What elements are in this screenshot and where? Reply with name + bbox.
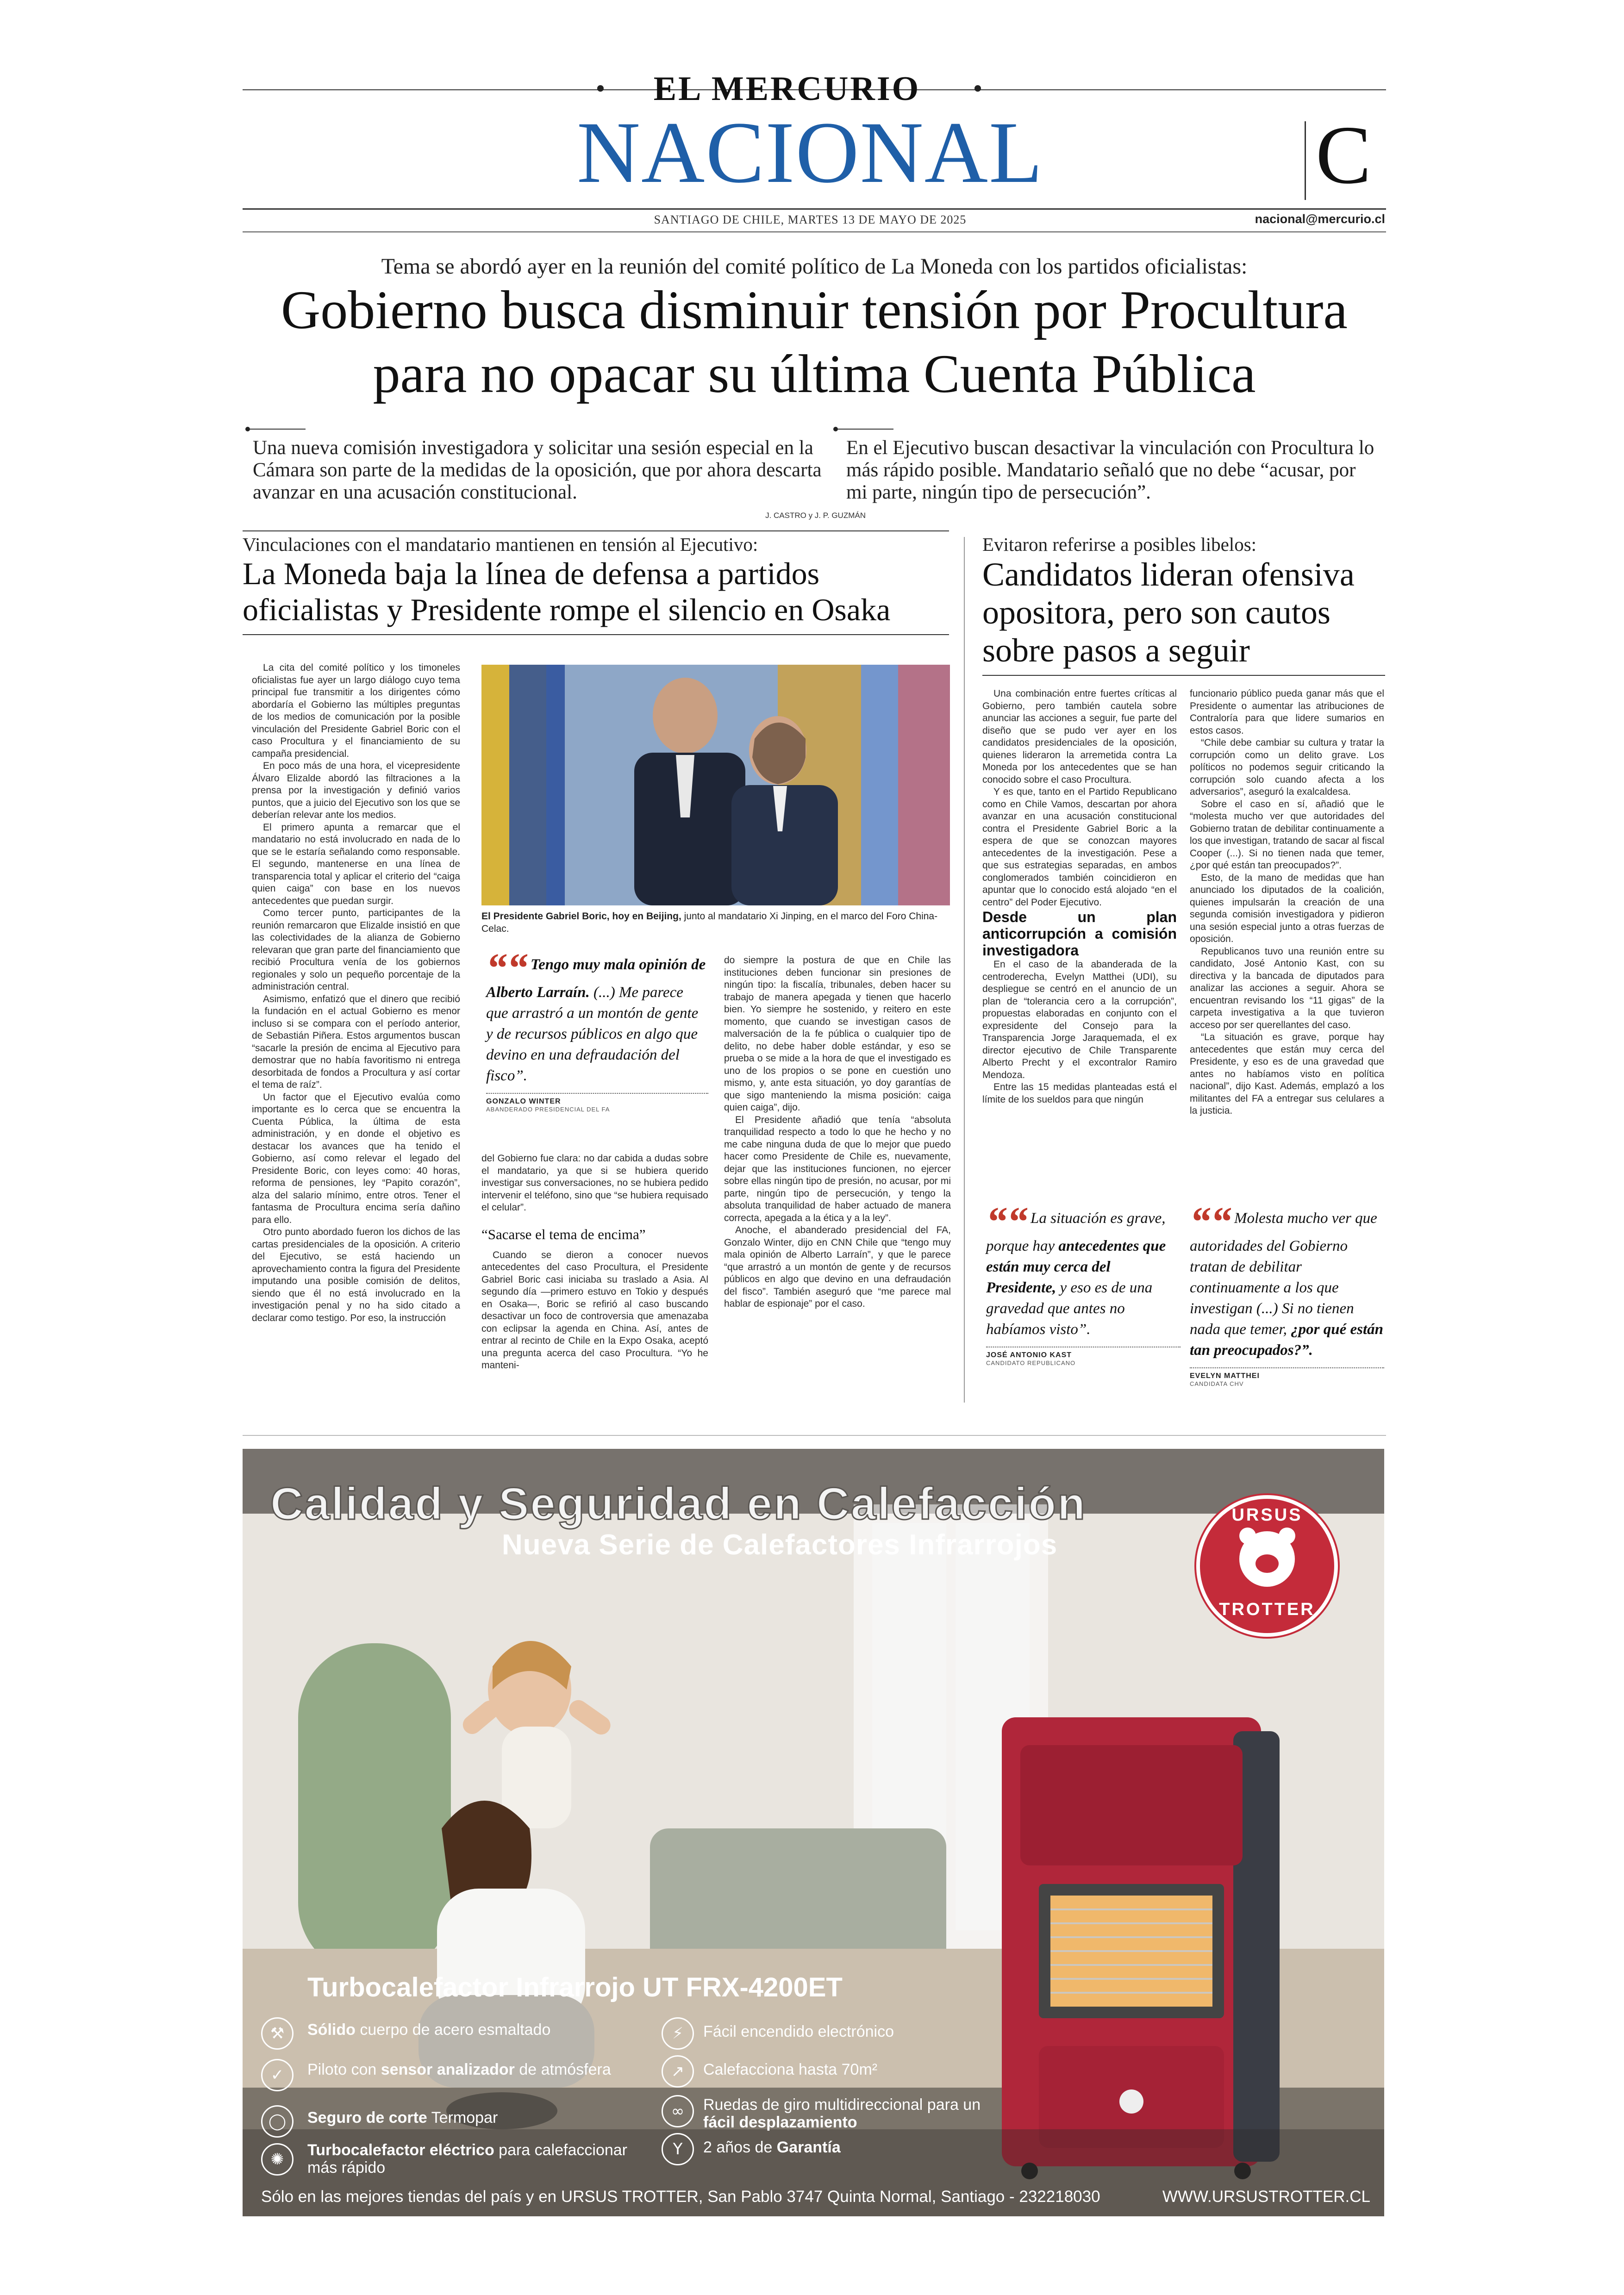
left-article-kicker: Vinculaciones con el mandatario mantienen en tensión al Ejecutivo:	[243, 534, 758, 555]
ad-top-rule	[243, 1435, 1386, 1436]
quote-bold: ¿por qué están tan preocupados?”.	[1190, 1321, 1383, 1359]
article-divider	[964, 537, 965, 1403]
feature-left-4	[307, 2141, 641, 2177]
right-article-column-1	[982, 688, 1177, 1229]
fan-icon: ✺	[261, 2143, 294, 2176]
area-icon: ↗	[662, 2055, 694, 2088]
feature-pre: Piloto con	[307, 2061, 381, 2078]
paragraph: La cita del comité político y los timoneles oficialistas fue ayer un largo diálogo cuyo tema principal fue transmitir a los dirigentes cómo abordaría el Gobierno las múltiples preguntas de los medios de comunicación por la posible vinculación del Presidente Gabriel Boric con el caso Procultura y el financiamiento de su campaña presidencial.	[252, 662, 460, 759]
left-article-top-rule	[243, 530, 949, 531]
quote-attribution-role: ABANDERADO PRESIDENCIAL DEL FA	[486, 1106, 610, 1113]
pull-quote-matthei	[1190, 1199, 1384, 1387]
paragraph: do siempre la postura de que en Chile las instituciones deben funcionar sin presiones de ningún tipo: la fiscalía, tribunales, deben hacer su trabajo de manera apegada y tienen que hacerlo bien. Yo siempre he sostenido, y reitero en este momento, que cuando se investigan casos de malversación de la fe pública o cualquier tipo de delito, no debe haber doble estándar, y eso se prueba o se mide a la hora de que el investigado es uno de los propios o se pone en cuestión uno mismo, y, ante esta situación, yo doy garantías de que sigo manteniendo la misma posición: caiga quien caiga”, dijo.	[724, 955, 951, 1113]
paragraph: Anoche, el abanderado presidencial del FA, Gonzalo Winter, dijo en CNN Chile que “tengo muy mala opinión de Alberto Larraín”, y que le parece “que arrastró a un montón de gente y de recursos públicos en algo que devino en una defraudación del fisco”. También aseguró que “me parece mal hablar de espionaje” por el caso.	[724, 1225, 951, 1309]
lead-headline-line2: para no opacar su última Cuenta Pública	[373, 343, 1256, 404]
right-article-headline-3: sobre pasos a seguir	[982, 632, 1250, 669]
photo-caption-rest: junto al mandatario Xi Jinping, en el marco del Foro China-Celac.	[481, 911, 938, 934]
quote-open-icon: ““	[986, 1199, 1028, 1245]
news-photo	[481, 665, 950, 905]
feature-bold: Sólido	[307, 2021, 356, 2039]
feature-bold: Garantía	[776, 2139, 841, 2156]
feature-bold: Turbocalefactor eléctrico	[307, 2141, 494, 2159]
quote-bold: Tengo muy mala opinión de Alberto Larraín.	[486, 956, 706, 1001]
logo-brand-top: URSUS	[1231, 1505, 1303, 1525]
feature-left-1	[307, 2021, 641, 2039]
lead-kicker: Tema se abordó ayer en la reunión del comité político de La Moneda con los partidos oficialistas:	[381, 254, 1248, 279]
dateline-rule	[243, 231, 1386, 232]
left-article-column-1	[252, 662, 460, 1403]
left-article-headline-2: oficialistas y Presidente rompe el silencio en Osaka	[243, 592, 891, 627]
quote-attribution-role: CANDIDATO REPUBLICANO	[986, 1360, 1076, 1366]
feature-left-3	[307, 2109, 641, 2127]
ad-footer-address: Sólo en las mejores tiendas del país y en URSUS TROTTER, San Pablo 3747 Quinta Normal, Santiago - 232218030	[261, 2188, 1100, 2206]
quote-rest: (...) Me parece que arrastró a un montón de gente y de recursos públicos en algo que devino en una defraudación del fisco”.	[486, 984, 699, 1084]
lead-deck-right: En el Ejecutivo buscan desactivar la vinculación con Procultura lo más rápido posible. Mandatario señaló que no debe “acusar, por mi parte, ningún tipo de persecución”.	[846, 437, 1374, 503]
photo-illustration	[481, 665, 950, 905]
dateline: SANTIAGO DE CHILE, MARTES 13 DE MAYO DE 2025	[654, 213, 967, 226]
quote-open-icon: ““	[1190, 1199, 1231, 1245]
paragraph: Esto, de la mano de medidas que han anunciado los diputados de la coalición, quienes impulsarán la creación de una segunda comisión investigadora y pidieron una sesión especial junto a otras fuerzas de oposición.	[1190, 872, 1384, 944]
left-headline-bottom-rule	[243, 634, 949, 635]
quote-open-icon: ““	[486, 945, 528, 991]
lightning-icon: ⚡	[662, 2017, 694, 2050]
ursus-trotter-logo	[1196, 1495, 1338, 1637]
feature-rest: de atmósfera	[514, 2061, 611, 2078]
right-article-headline-1: Candidatos lideran ofensiva	[982, 556, 1355, 593]
paragraph: Cuando se dieron a conocer nuevos antecedentes del caso Procultura, el Presidente Gabriel Boric casi iniciaba su traslado a Asia. Al segundo día —primero estuvo en Tokio y después en Osaka—, Boric se refirió al caso buscando desactivar un foco de controversia que amenazaba con eclipsar la agenda en China. Así, antes de entrar al recinto de Chile en la Expo Osaka, aceptó una pregunta acerca del caso Procultura. “Yo he manteni-	[481, 1249, 708, 1371]
heater-advertisement	[243, 1449, 1384, 2216]
masthead-bullet-right	[974, 85, 981, 92]
deck-right-rule	[838, 429, 893, 430]
quote-attribution-role: CANDIDATA CHV	[1190, 1380, 1244, 1387]
section-email[interactable]: nacional@mercurio.cl	[1255, 212, 1385, 226]
feature-rest: Termopar	[427, 2109, 498, 2127]
ad-title: Calidad y Seguridad en Calefacción	[270, 1478, 1087, 1529]
feature-right-3	[703, 2096, 990, 2131]
feature-right-4	[703, 2139, 990, 2156]
paragraph: En el caso de la abanderada de la centroderecha, Evelyn Matthei (UDI), su despliegue se centró en el anuncio de un plan de “tolerancia cero a la corrupción”, propuestas elaboradas en conjunto con el expresidente del Consejo para la Transparencia Jorge Jaraquemada, el ex director ejecutivo de Chile Transparente Alberto Precht y el excontralor Ramiro Mendoza.	[982, 959, 1177, 1080]
paragraph: Y es que, tanto en el Partido Republicano como en Chile Vamos, descartan por ahora avanzar en una acusación constitucional contra el Presidente Gabriel Boric a la espera de que se conozcan mayores antecedentes de la investigación. Pese a que sus estrategias separadas, en ambos conglomerados también coincidieron en apuntar que lo conocido está alojado “en el centro” del Poder Ejecutivo.	[982, 786, 1177, 908]
subhead-sacarse: “Sacarse el tema de encima”	[481, 1226, 646, 1242]
quote-bold: antecedentes que están muy cerca del Presidente,	[986, 1238, 1166, 1296]
deck-left-rule	[250, 429, 306, 430]
quote-attribution-name: EVELYN MATTHEI	[1190, 1372, 1260, 1380]
subhead-plan-anticorrupcion: Desde un plan anticorrupción a comisión investigadora	[982, 909, 1177, 959]
quote-text-b: y eso es de una gravedad que antes no habíamos visto”.	[986, 1279, 1153, 1338]
check-circle-icon: ✓	[261, 2059, 294, 2091]
pull-quote-kast	[986, 1199, 1181, 1366]
warranty-icon: Y	[662, 2133, 694, 2165]
masthead-bottom-rule	[243, 208, 1386, 210]
paragraph: En poco más de una hora, el vicepresidente Álvaro Elizalde abordó las filtraciones a la prensa por la investigación y definió varios puntos, que a juicio del Ejecutivo son los que se deberían relevar ante los medios.	[252, 761, 460, 820]
right-article-column-2	[1190, 688, 1384, 1229]
feature-rest: para calefaccionar más rápido	[307, 2141, 627, 2177]
paragraph: Un factor que el Ejecutivo evalúa como importante es lo cerca que se encuentra la Cuenta Pública, la última de esta administración, y en donde el objetivo es destacar los avances que ha tenido el Gobierno, así como relevar el legado del Presidente Boric, con leyes como: 40 horas, reforma de pensiones, ley “Papito corazón”, alza del salario mínimo, entre otros. Tener el fantasma de Procultura encima sería dañino para ello.	[252, 1091, 460, 1225]
feature-bold: Seguro de corte	[307, 2109, 427, 2127]
paragraph: Otro punto abordado fueron los dichos de las cartas presidenciales de la oposición. A criterio del Ejecutivo, se está haciendo un aprovechamiento contra la figura del Presidente imputando una posible comisión de delitos, siendo que él no está involucrado en la investigación penal y no ha sido citado a declarar como testigo. Por eso, la instrucción	[252, 1227, 460, 1323]
paragraph: “Chile debe cambiar su cultura y tratar la corrupción como un delito grave. Los políticos no podemos seguir criticando la corrupción solo cuando afecta a los adversarios”, aseguró la exalcaldesa.	[1190, 737, 1384, 797]
paragraph: del Gobierno fue clara: no dar cabida a dudas sobre el mandatario, ya que si se hubiera querido investigar sus conversaciones, no se hubiera pedido intervenir el teléfono, sino que “se hubiera requisado el celular”.	[481, 1153, 708, 1213]
shield-check-icon: ⚒	[261, 2017, 294, 2050]
bear-snout	[1255, 1554, 1279, 1573]
pull-quote-winter	[486, 945, 708, 1113]
feature-right-1: Fácil encendido electrónico	[703, 2023, 894, 2040]
feature-right-2: Calefacciona hasta 70m²	[703, 2061, 878, 2078]
paragraph: El primero apunta a remarcar que el mandatario no está involucrado en nada de lo que se le estaría señalando como responsable. El segundo, mantenerse en una línea de transparencia total y aplicar el criterio del “caiga quien caiga” con base en los nuevos antecedentes que puedan surgir.	[252, 822, 460, 906]
feature-bold: fácil desplazamiento	[703, 2114, 857, 2131]
feature-bold: sensor analizador	[381, 2061, 515, 2078]
quote-text-a: La situación es grave, porque hay	[986, 1210, 1166, 1254]
left-article-column-3	[724, 954, 951, 1403]
paragraph: “La situación es grave, porque hay antecedentes que están muy cerca del Presidente, y eso es de una gravedad que antes no habíamos visto en política nacional”, dijo Kast. Además, emplazó a los militantes del FA a entregar sus celulares a la justicia.	[1190, 1032, 1384, 1116]
deck-right-dot	[833, 427, 838, 431]
paragraph: Una combinación entre fuertes críticas al Gobierno, pero también cautela sobre anunciar las acciones a seguir, fue parte del diseño que se pudo ver ayer en los candidatos presidenciales de la oposición, quienes lideraron la arremetida contra La Moneda por los antecedentes que se han conocido sobre el caso Procultura.	[982, 688, 1177, 785]
ad-subtitle: Nueva Serie de Calefactores Infrarrojos	[502, 1529, 1058, 1561]
left-article-headline-1: La Moneda baja la línea de defensa a partidos	[243, 556, 820, 591]
quote-attribution-name: JOSÉ ANTONIO KAST	[986, 1351, 1072, 1359]
right-article-kicker: Evitaron referirse a posibles libelos:	[982, 534, 1257, 555]
section-letter: C	[1316, 109, 1372, 201]
feature-left-2	[307, 2061, 641, 2078]
feature-rest: cuerpo de acero esmaltado	[355, 2021, 551, 2039]
photo-caption	[481, 910, 950, 935]
feature-pre: 2 años de	[703, 2139, 777, 2156]
section-letter-divider	[1305, 121, 1306, 200]
lead-byline: J. CASTRO y J. P. GUZMÁN	[765, 511, 866, 520]
quote-attribution-name: GONZALO WINTER	[486, 1098, 561, 1105]
paragraph: Como tercer punto, participantes de la reunión remarcaron que Elizalde insistió en que las colectividades de la alianza de Gobierno relevaran que gran parte del financiamiento que recibió Procultura venía de los gobiernos regionales y solo un pequeño porcentaje de la administración central.	[252, 908, 460, 992]
paragraph: El Presidente añadió que tenía “absoluta tranquilidad respecto a todo lo que he hecho y no me cabe ninguna duda de que lo mejor que puedo hacer como Presidente de Chile es, nuevamente, dejar que las instituciones funcionen, no ejercer sobre ellas ningún tipo de presión, no acusar, por mi parte, ningún tipo de persecución, y tengo la absoluta tranquilidad de haber actuado de manera correcta, apegada a la ética y a la ley”.	[724, 1114, 951, 1223]
paragraph: funcionario público pueda ganar más que el Presidente o aumentar las atribuciones de Contraloría para que lidere sumarios en estos casos.	[1190, 688, 1384, 736]
paragraph: Republicanos tuvo una reunión entre su candidato, José Antonio Kast, con su directiva y la bancada de diputados para analizar las acciones a seguir. Ahora se encuentran revisando los “11 gigas” de la carpeta investigativa a la que tuvieron acceso por ser querellantes del caso.	[1190, 946, 1384, 1030]
logo-brand-bottom: TROTTER	[1219, 1600, 1315, 1619]
photo-caption-bold: El Presidente Gabriel Boric, hoy en Beijing,	[481, 911, 681, 922]
paragraph: Asimismo, enfatizó que el dinero que recibió la fundación en el actual Gobierno es menor incluso si se compara con el período anterior, de Sebastián Piñera. Estos argumentos buscan “sacarle la presión de encima al Ejecutivo para demostrar que no había favoritismo ni entrega desorbitada de fondos a Procultura y así cortar el tema de raíz”.	[252, 993, 460, 1090]
deck-left-dot	[245, 427, 250, 431]
feature-pre: Ruedas de giro multidireccional para un	[703, 2096, 981, 2114]
quote-text-a: Molesta mucho ver que autoridades del Gobierno tratan de debilitar continuamente a los que investigan (...) Si no tienen nada que temer,	[1190, 1210, 1377, 1338]
paper-name: EL MERCURIO	[653, 70, 921, 108]
right-article-headline-2: opositora, pero son cautos	[982, 594, 1330, 631]
left-article-column-2	[481, 1153, 708, 1403]
paragraph: Entre las 15 medidas planteadas está el límite de los sueldos para que ningún	[982, 1082, 1177, 1105]
lead-headline-line1: Gobierno busca disminuir tensión por Procultura	[281, 280, 1348, 340]
lead-deck-left: Una nueva comisión investigadora y solicitar una sesión especial en la Cámara son parte de la medidas de la oposición, que por ahora descarta avanzar en una acusación constitucional.	[253, 437, 822, 503]
bear-ear-right	[1279, 1528, 1295, 1544]
paragraph: Sobre el caso en sí, añadió que le “molesta mucho ver que autoridades del Gobierno tratan de debilitar continuamente a los que investigan, tratando de sacar al fiscal Cooper (...). Si no tienen nada que temer, ¿por qué están tan preocupados?”.	[1190, 798, 1384, 871]
ad-product-name: Turbocalefactor Infrarrojo UT FRX-4200ET	[307, 1972, 843, 2002]
right-headline-bottom-rule	[982, 675, 1385, 676]
bear-ear-left	[1239, 1528, 1256, 1544]
shield-icon: ◯	[261, 2105, 294, 2138]
wheels-icon: ∞	[662, 2095, 694, 2127]
ad-website[interactable]: WWW.URSUSTROTTER.CL	[1162, 2188, 1370, 2206]
section-title: NACIONAL	[576, 104, 1044, 201]
